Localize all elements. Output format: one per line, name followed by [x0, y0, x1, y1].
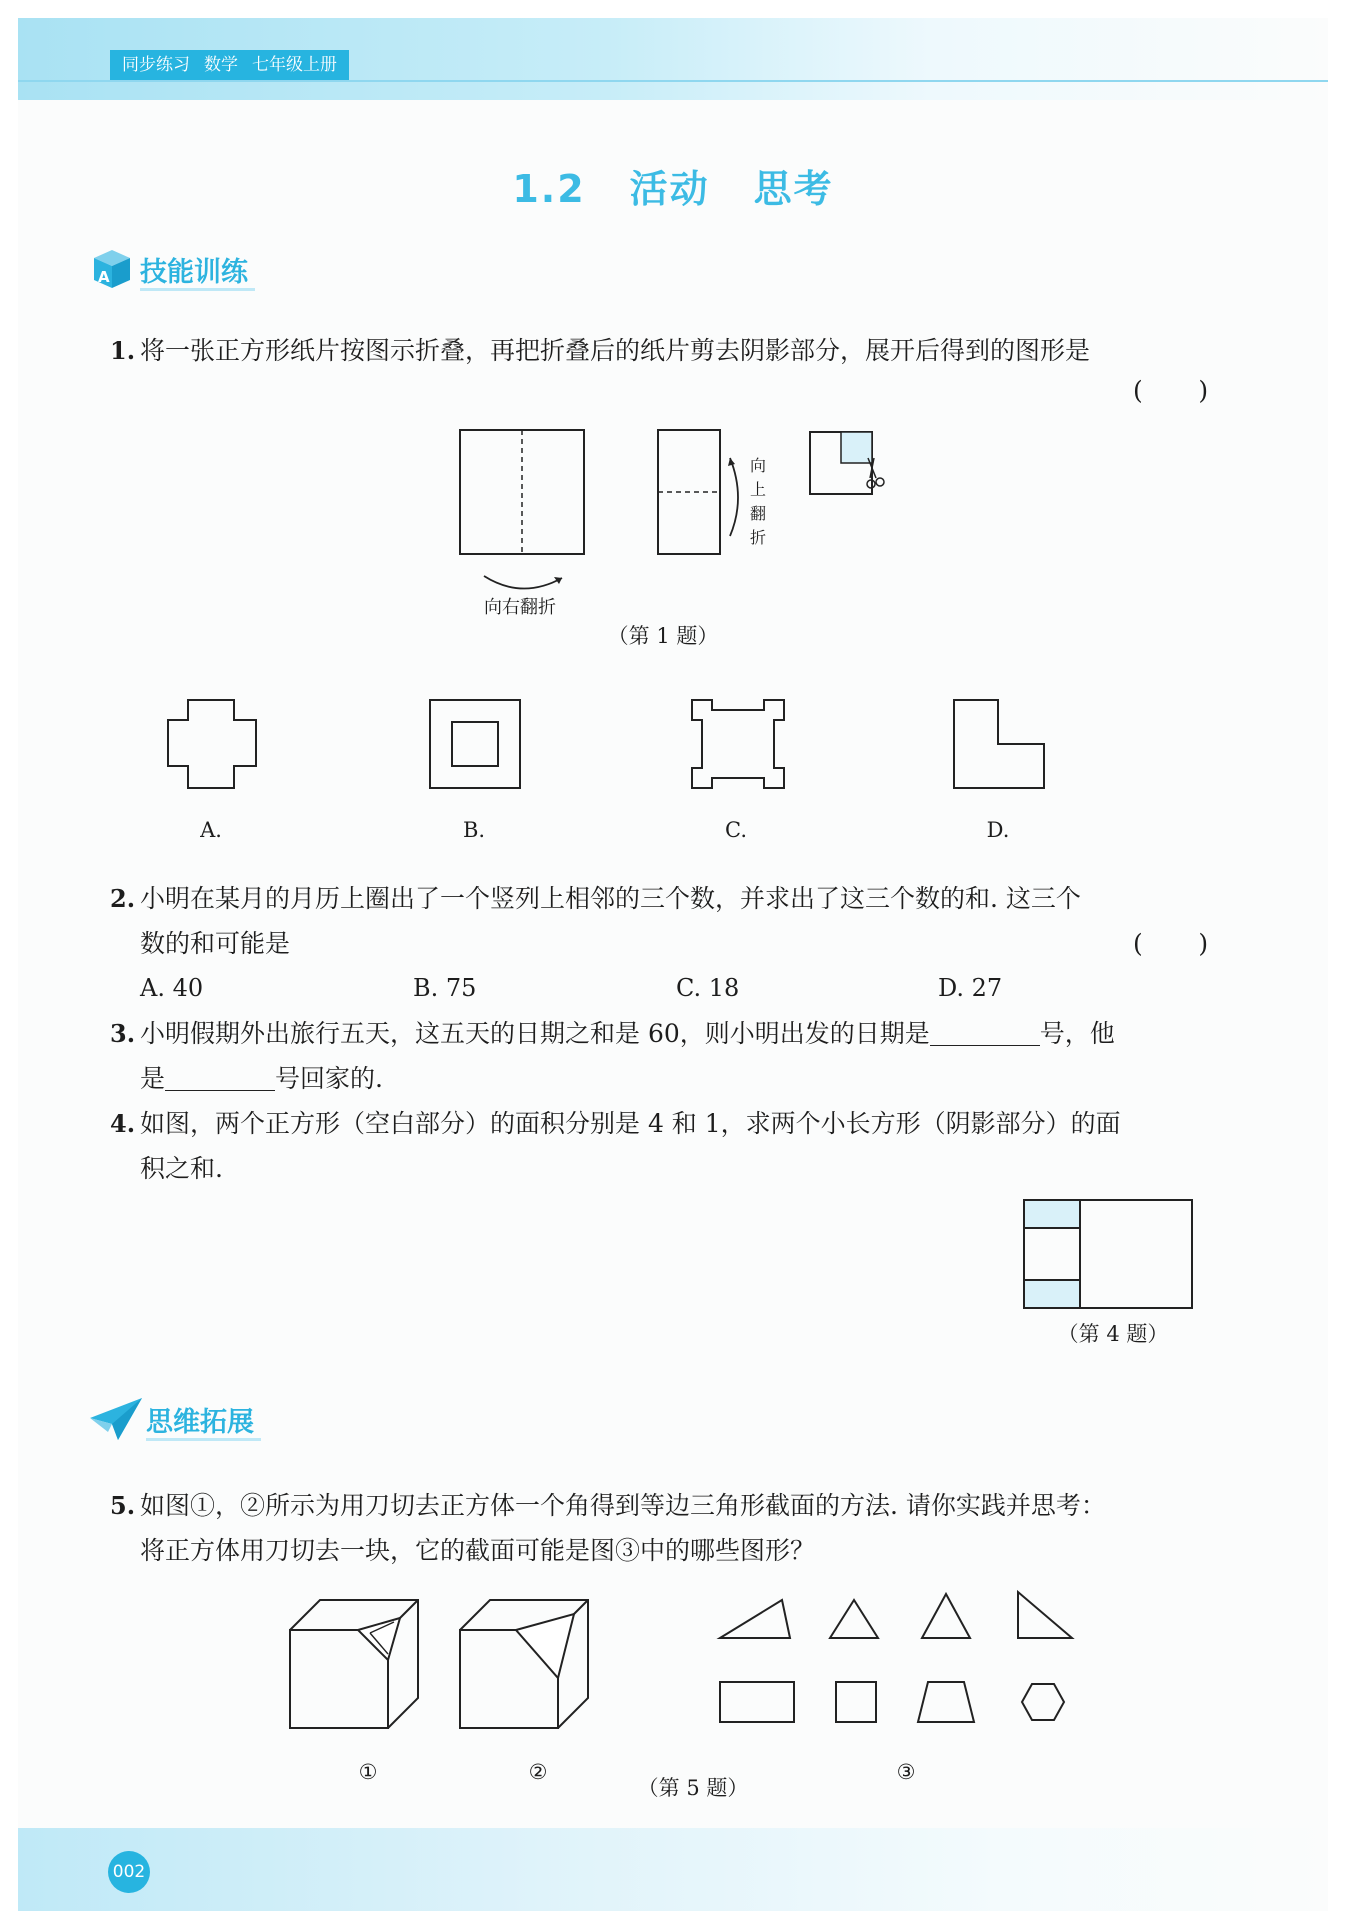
q3-line1: 小明假期外出旅行五天，这五天的日期之和是 60，则小明出发的日期是 号，他 [140, 1019, 1115, 1048]
title-number: 1.2 [512, 167, 586, 211]
q5-cut-triangle-2 [516, 1614, 574, 1678]
section-thinking-underline [146, 1438, 261, 1441]
option-b-outer-square [430, 700, 520, 788]
scissors-icon [867, 458, 884, 488]
q2-number: 2. [110, 884, 136, 913]
q5-line1: 如图①，②所示为用刀切去正方体一个角得到等边三角形截面的方法. 请你实践并思考： [140, 1491, 1106, 1520]
section-skills-title: 技能训练 [140, 257, 248, 288]
title-part2: 思考 [753, 167, 834, 211]
cube-a-icon [90, 246, 134, 290]
shape-equilateral-triangle [830, 1600, 878, 1638]
header-subject: 数学 [204, 55, 238, 75]
q1-option-b-label: B. [462, 818, 486, 842]
q5-number: 5. [110, 1491, 136, 1520]
q1-option-a-label: A. [200, 818, 222, 842]
q5-cube-2 [460, 1600, 588, 1728]
q3-line2: 是 号回家的. [140, 1064, 383, 1093]
shape-rectangle [720, 1682, 794, 1722]
q5-caption: （第 5 题） [637, 1776, 749, 1800]
q4-line1: 如图，两个正方形（空白部分）的面积分别是 4 和 1，求两个小长方形（阴影部分）的面 [140, 1109, 1121, 1138]
header-grade: 七年级上册 [252, 55, 337, 75]
q5-section-shapes [718, 1586, 1098, 1736]
shape-hexagon [1022, 1684, 1064, 1720]
q2-answer-paren: ( ) [1133, 929, 1209, 958]
q1-fold-up-char: 翻 [749, 504, 766, 523]
q2-choice-d: D. 27 [938, 974, 1003, 1002]
shape-obtuse-triangle [720, 1600, 790, 1638]
shape-isosceles-triangle [922, 1594, 970, 1638]
q1-fold-up-arrow [730, 458, 738, 536]
shape-trapezoid [918, 1682, 974, 1722]
option-b-inner-square [452, 722, 498, 766]
header-divider [18, 80, 1328, 82]
q5-label-3: ③ [896, 1760, 916, 1784]
shape-square [836, 1682, 876, 1722]
q1-number: 1. [110, 336, 136, 365]
q5-label-1: ① [358, 1760, 378, 1784]
q2-choice-a: A. 40 [140, 974, 204, 1002]
q4-figure [1022, 1198, 1194, 1310]
q3-number: 3. [110, 1019, 136, 1048]
q1-fold-up-char: 上 [749, 480, 766, 499]
section-skills-underline [140, 288, 255, 291]
q1-fold-right-label: 向右翻折 [484, 597, 556, 618]
shape-right-triangle [1018, 1592, 1072, 1638]
q4-shaded-top [1024, 1200, 1080, 1228]
q5-cube-1 [290, 1600, 418, 1728]
q1-answer-paren: ( ) [1133, 376, 1209, 405]
q2-choice-c: C. 18 [676, 974, 740, 1002]
q2-line1: 小明在某月的月历上圈出了一个竖列上相邻的三个数，并求出了这三个数的和. 这三个 [140, 884, 1081, 913]
header-series: 同步练习 [122, 55, 190, 75]
section-thinking-title: 思维拓展 [146, 1407, 254, 1438]
header-tag [110, 50, 349, 80]
q2-line2: 数的和可能是 [140, 929, 291, 958]
paper-plane-icon [88, 1396, 144, 1442]
option-a-cross-shape [168, 700, 256, 788]
q4-number: 4. [110, 1109, 136, 1138]
q4-shaded-bottom [1024, 1280, 1080, 1308]
q4-caption: （第 4 题） [1057, 1322, 1169, 1346]
page-title [18, 158, 1328, 213]
option-d-l-shape [954, 700, 1044, 788]
q1-option-d-label: D. [986, 818, 1010, 842]
q2-choice-b: B. 75 [413, 974, 477, 1002]
q1-text: 将一张正方形纸片按图示折叠，再把折叠后的纸片剪去阴影部分，展开后得到的图形是 [140, 336, 1091, 365]
q5-line2: 将正方体用刀切去一块，它的截面可能是图③中的哪些图形？ [140, 1536, 816, 1565]
option-c-notched-shape [692, 700, 784, 788]
q1-fold-up-char: 折 [749, 528, 766, 547]
q5-cube-figures [288, 1598, 628, 1738]
q1-fold-right-arrow [484, 576, 562, 589]
page-number: 002 [108, 1851, 150, 1893]
q1-fold-up-label [748, 454, 768, 550]
q1-caption: （第 1 题） [607, 624, 719, 648]
footer-band [18, 1828, 1328, 1911]
q1-fold-figures [458, 428, 778, 608]
q3-blank-return-date[interactable] [165, 1064, 275, 1091]
title-part1: 活动 [629, 167, 710, 211]
svg-text:A: A [98, 268, 110, 286]
q1-option-c-label: C. [725, 818, 747, 842]
page [18, 18, 1328, 1911]
q1-option-shapes [166, 698, 1066, 798]
q1-cut-figure [808, 430, 898, 510]
q5-label-2: ② [528, 1760, 548, 1784]
q4-small-square [1024, 1228, 1080, 1280]
q4-line2: 积之和. [140, 1154, 223, 1183]
q1-fold-up-char: 向 [749, 456, 766, 475]
q3-blank-start-date[interactable] [930, 1019, 1040, 1046]
q5-cut-triangle-1 [358, 1618, 400, 1660]
